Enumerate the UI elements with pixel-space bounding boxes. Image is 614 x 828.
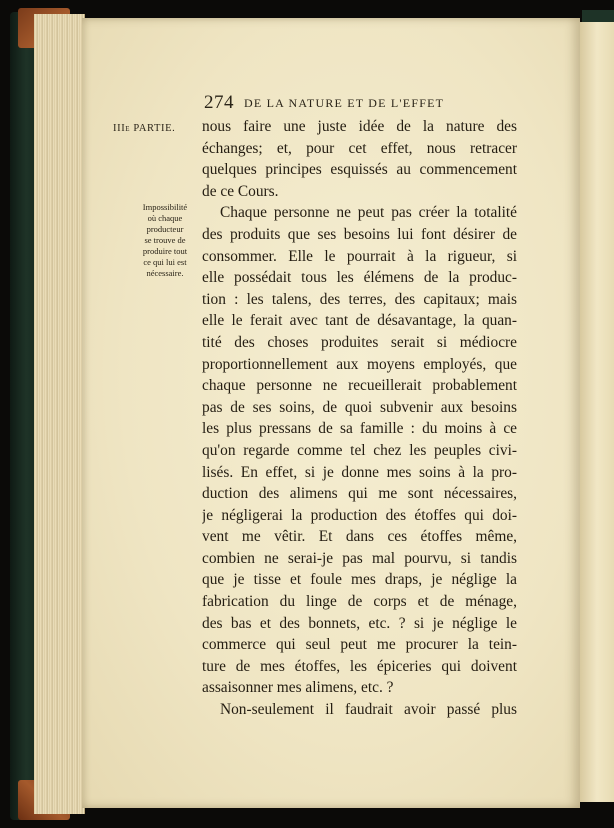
text-line: de ce Cours. (202, 182, 279, 200)
text-line: tion : les talens, des terres, des capitaux; mais (202, 290, 517, 308)
text-line: nous faire une juste idée de la nature des (202, 118, 517, 135)
page-edges (34, 14, 85, 814)
text-line: quelques principes esquissés au commencement (202, 161, 517, 179)
text-line: échanges; et, pour cet effet, nous retracer (202, 139, 517, 157)
side-note-line: où chaque (147, 213, 183, 223)
text-line: les plus pressans de sa famille : du moins à ce (202, 420, 517, 438)
text-line: je négligerai la production des étoffes qui doi- (202, 506, 517, 524)
part-label: IIIe PARTIE. (113, 123, 176, 134)
side-note-line: ce qui lui est (143, 257, 187, 267)
text-line: assaisonner mes alimens, etc. ? (202, 679, 394, 697)
text-line: des produits que ses besoins lui font désirer de (202, 225, 517, 243)
text-line: pas de ses soins, de quoi subvenir aux besoins (202, 398, 517, 416)
text-line: proportionnellement aux moyens employés, que (202, 355, 517, 373)
side-note-line: produire tout (142, 246, 188, 256)
text-line: que je tisse et foule mes draps, je néglige la (202, 571, 517, 589)
text-line: qu'on regarde comme tel chez les peuples civi- (202, 441, 517, 459)
running-title: DE LA NATURE ET DE L'EFFET (244, 96, 445, 110)
side-note-line: Impossibilité (142, 202, 188, 212)
text-line: consommer. Elle le pourrait à la rigueur, si (202, 247, 517, 265)
facing-page (580, 22, 614, 802)
text-line: chaque personne ne recueillerait probablement (202, 377, 517, 395)
side-note-line: producteur (146, 224, 184, 234)
text-line: fabrication du linge de corps et de ménage, (202, 593, 517, 611)
side-note-line: nécessaire. (146, 268, 184, 278)
page-number: 274 (204, 92, 234, 113)
text-line: des bas et des bonnets, etc. ? si je néglige le (202, 614, 517, 632)
text-line: elle possédait tous les élémens de la produc- (202, 269, 517, 287)
text-line: vent me vêtir. Et dans ces étoffes même, (202, 528, 517, 546)
text-line: Chaque personne ne peut pas créer la totalité (220, 204, 517, 222)
text-line: commerce qui seul peut me procurer la tein- (202, 636, 517, 654)
text-line: ture de mes étoffes, les épiceries qui doivent (202, 657, 517, 675)
side-note (133, 202, 197, 279)
text-line: lisés. En effet, si je donne mes soins à la pro- (202, 463, 517, 481)
side-note-line: se trouve de (144, 235, 186, 245)
text-line: tité des choses produites serait si médiocre (202, 333, 517, 351)
text-line: duction des alimens qui me sont nécessaires, (202, 485, 517, 503)
book-cover-right-edge (582, 10, 614, 22)
text-line: combien ne serai-je pas mal pourvu, si tandis (202, 549, 517, 567)
text-line: Non-seulement il faudrait avoir passé plus (220, 701, 517, 719)
body-text (202, 116, 517, 721)
text-line: elle le ferait avec tant de désavantage, la quan- (202, 312, 517, 330)
running-head (204, 92, 524, 114)
